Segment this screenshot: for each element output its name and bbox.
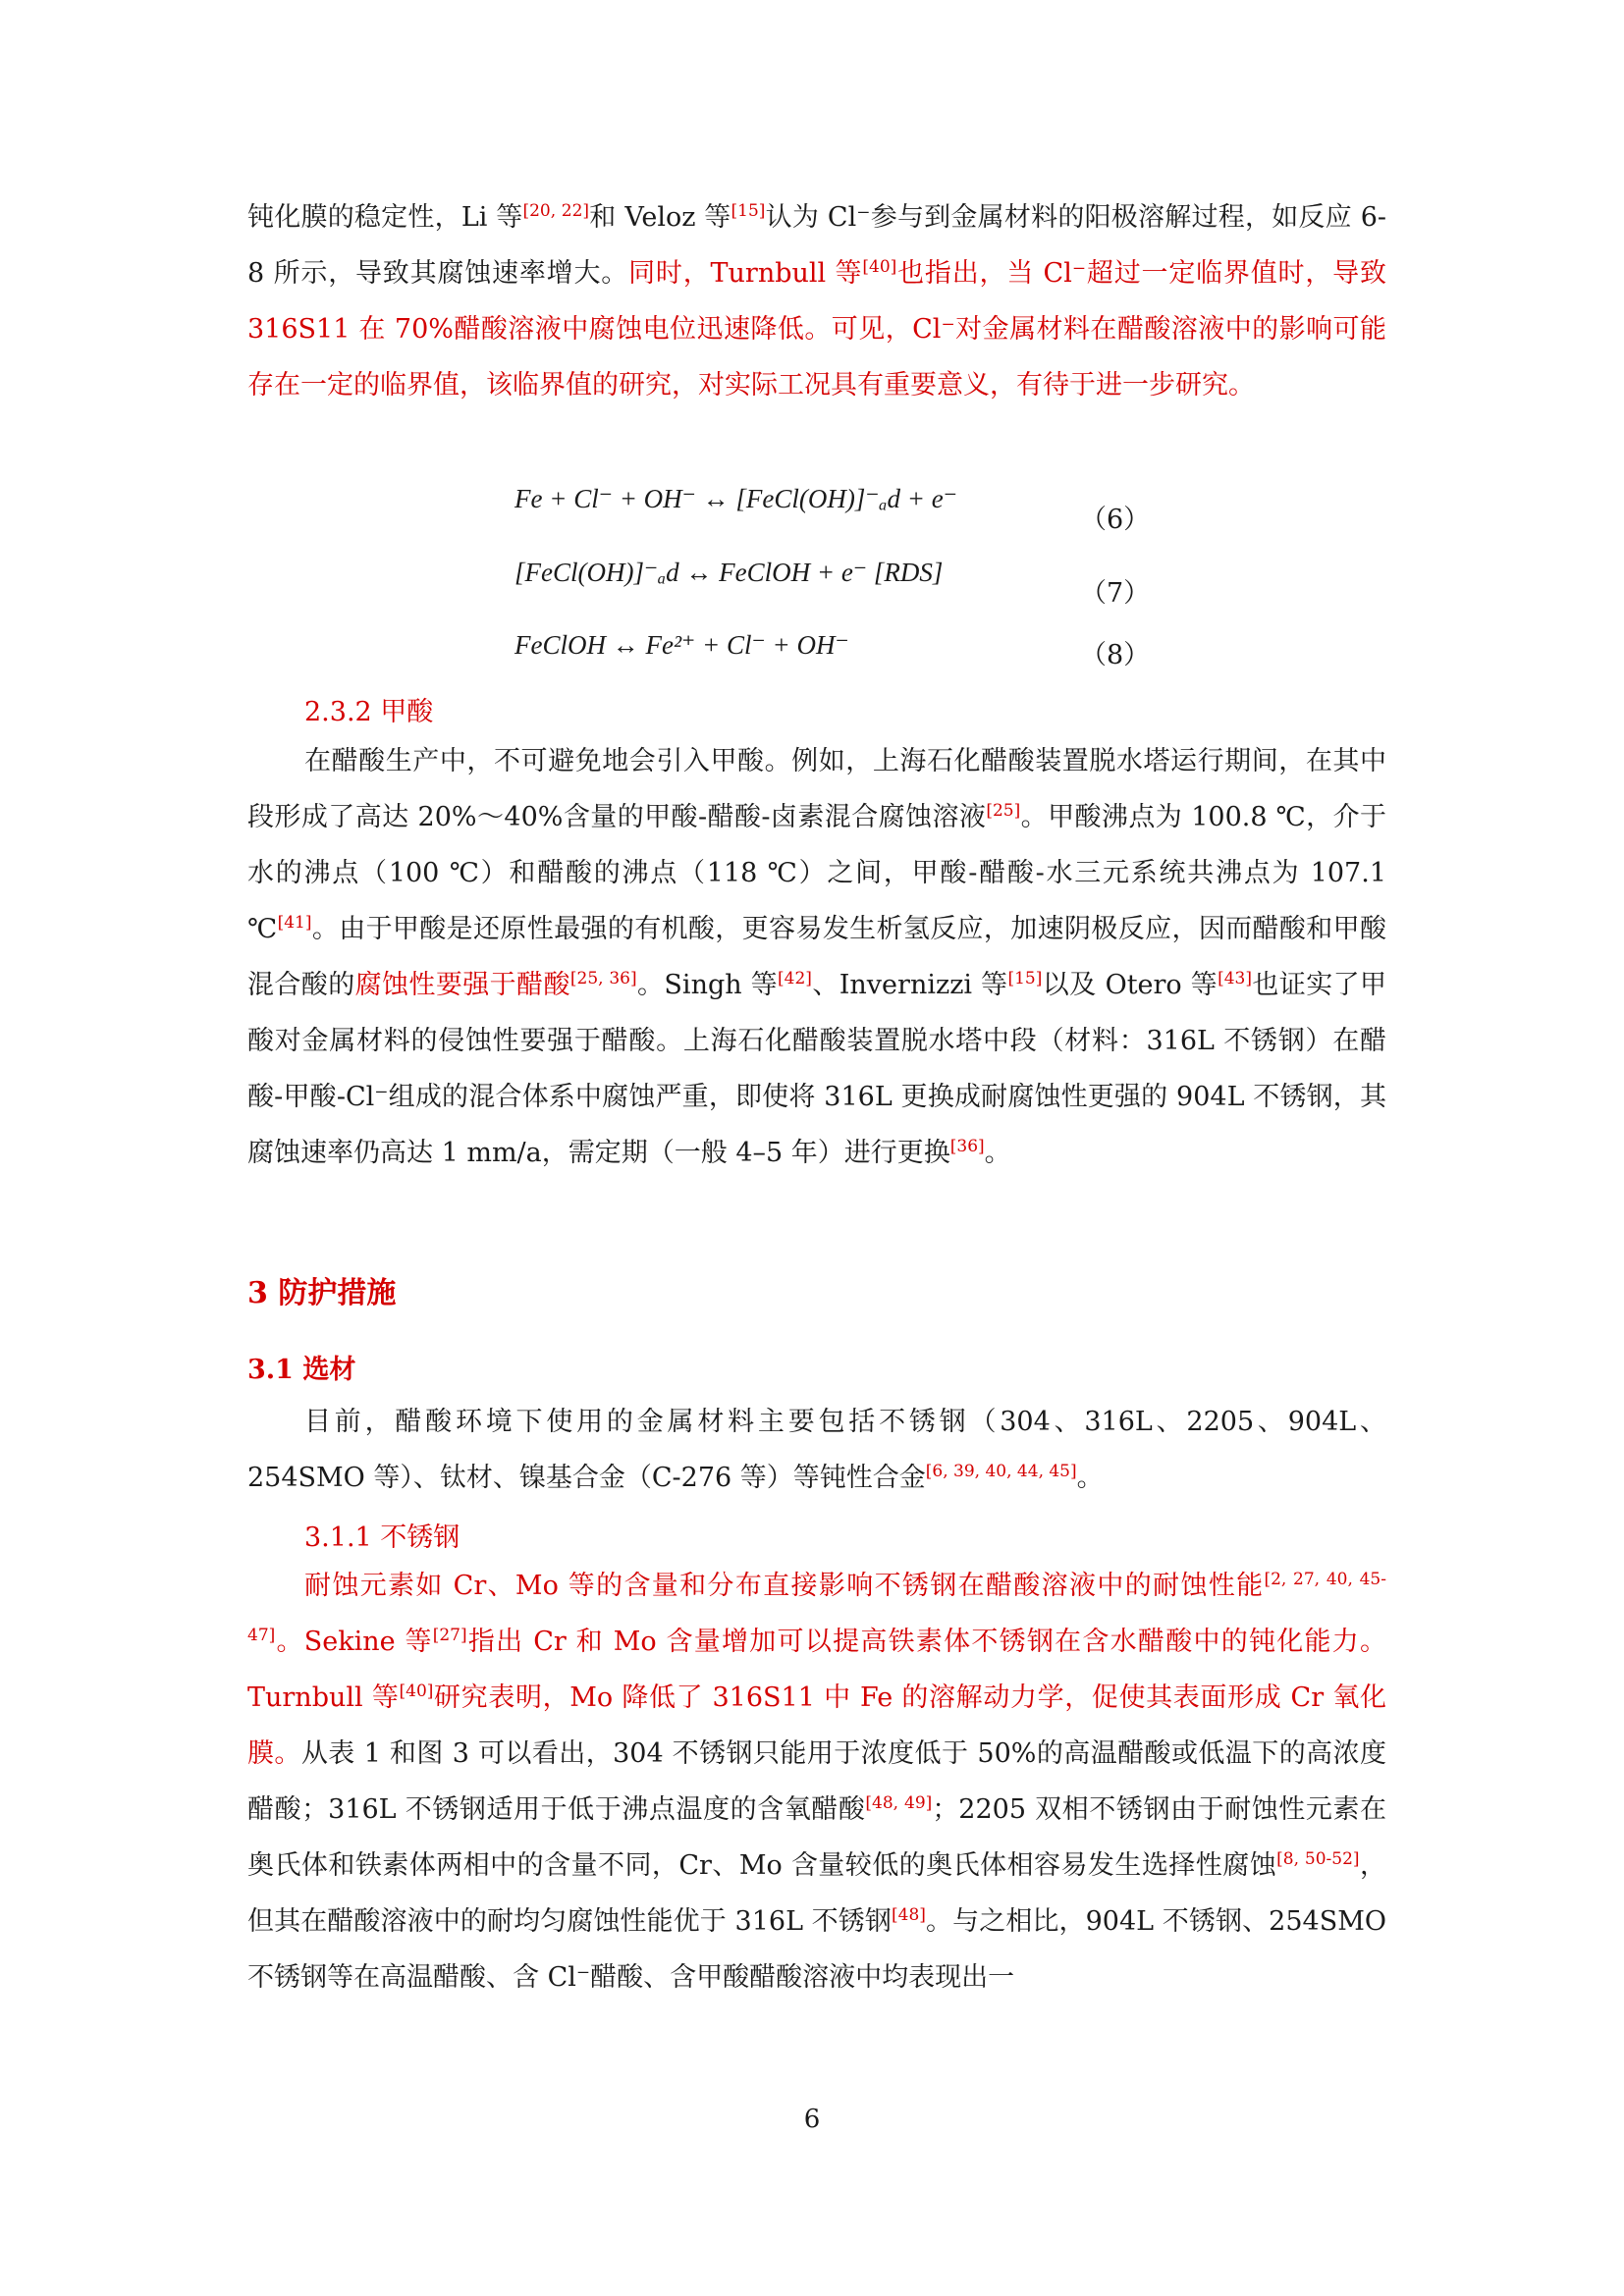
citation: [42]: [778, 969, 812, 988]
citation: [25]: [986, 801, 1021, 821]
citation: [48, 49]: [865, 1793, 933, 1813]
text-run: 、Invernizzi 等: [811, 970, 1008, 1000]
paragraph-chloride: [247, 189, 1386, 413]
citation: [48]: [892, 1905, 926, 1925]
text-run: 和 Veloz 等: [589, 202, 731, 233]
citation: [25, 36]: [569, 969, 637, 988]
highlighted-text: 。Sekine 等: [275, 1627, 433, 1657]
equation-6: Fe + Cl⁻ + OH⁻ ↔ [FeCl(OH)]⁻ₐd + e⁻: [514, 484, 958, 513]
text-run: 认为 Cl⁻参与到金属材料的阳极溶解过程，如反应 6-8 所示，导致其腐蚀速率增大。: [247, 202, 1387, 289]
citation: [6, 39, 40, 44, 45]: [925, 1462, 1077, 1481]
text-run: 。Singh 等: [636, 970, 779, 1000]
highlighted-text: 研究表明，Mo 降低了 316S11 中 Fe 的溶解动力学，促使其表面形成 Cr 氧化膜。: [247, 1682, 1386, 1769]
text-run: 。: [1076, 1463, 1104, 1493]
text-run: 。与之相比，904L 不锈钢、254SMO 不锈钢等在高温醋酸、含 Cl⁻醋酸、含甲酸醋酸溶液中均表现出一: [247, 1906, 1386, 1993]
text-run: ；2205 双相不锈钢由于耐蚀性元素在奥氏体和铁素体两相中的含量不同，Cr、Mo 含量较低的奥氏体相容易发生选择性腐蚀: [247, 1794, 1386, 1881]
section-heading-2-3-2: 2.3.2 甲酸: [304, 697, 434, 727]
citation: [20, 22]: [522, 201, 590, 221]
page-number: 6: [803, 2105, 821, 2134]
citation: [43]: [1218, 969, 1252, 988]
citation: [27]: [432, 1626, 467, 1645]
citation: [15]: [1007, 969, 1043, 988]
paragraph-stainless-steel: [247, 1558, 1386, 2005]
text-run: 钝化膜的稳定性，Li 等: [247, 202, 523, 233]
text-run: 目前，醋酸环境下使用的金属材料主要包括不锈钢（304、316L、2205、904L、254SMO 等）、钛材、镍基合金（C-276 等）等钝性合金: [247, 1407, 1386, 1493]
highlighted-text: 腐蚀性要强于醋酸: [354, 970, 570, 1000]
text-run: 。: [984, 1138, 1011, 1168]
highlighted-text: 也指出，当 Cl⁻超过一定临界值时，导致 316S11 在 70%醋酸溶液中腐蚀电位迅速降低。可见，Cl⁻对金属材料在醋酸溶液中的影响可能存在一定的临界值，该临界值的研究，对实际工况具有重要意义，有待于进一步研究。: [247, 258, 1386, 400]
text-run: 。由于甲酸是还原性最强的有机酸，更容易发生析氢反应，加速阴极反应，因而醋酸和甲酸混合酸的: [247, 914, 1386, 1000]
section-heading-3-1-1: 3.1.1 不锈钢: [304, 1522, 460, 1553]
section-heading-3: 3 防护措施: [247, 1276, 397, 1310]
equation-number: （6）: [1080, 505, 1151, 535]
text-run: 。甲酸沸点为 100.8 ℃，介于水的沸点（100 ℃）和醋酸的沸点（118 ℃）之间，甲酸-醋酸-水三元系统共沸点为 107.1 ℃: [247, 802, 1386, 944]
citation: [15]: [731, 201, 766, 221]
citation: [8, 50-52]: [1276, 1849, 1360, 1869]
citation: [2, 27, 40, 45-47]: [247, 1570, 1386, 1645]
text-run: 也证实了甲酸对金属材料的侵蚀性要强于醋酸。上海石化醋酸装置脱水塔中段（材料：316L 不锈钢）在醋酸-甲酸-Cl⁻组成的混合体系中腐蚀严重，即使将 316L 更换成耐腐蚀性更强的 904L 不锈钢，其腐蚀速率仍高达 1 mm/a，需定期（一般 4–5 年）进行更换: [247, 970, 1387, 1168]
highlighted-text: 耐蚀元素如 Cr、Mo 等的含量和分布直接影响不锈钢在醋酸溶液中的耐蚀性能: [304, 1571, 1265, 1601]
text-run: 从表 1 和图 3 可以看出，304 不锈钢只能用于浓度低于 50%的高温醋酸或低温下的高浓度醋酸；316L 不锈钢适用于低于沸点温度的含氧醋酸: [247, 1738, 1386, 1825]
text-run: ，但其在醋酸溶液中的耐均匀腐蚀性能优于 316L 不锈钢: [247, 1850, 1386, 1937]
highlighted-text: 同时，Turnbull 等: [628, 258, 863, 289]
equation-number: （8）: [1080, 640, 1151, 670]
equation-8: FeClOH ↔ Fe²⁺ + Cl⁻ + OH⁻: [514, 630, 849, 660]
citation: [36]: [949, 1137, 985, 1156]
citation: [41]: [277, 913, 312, 933]
section-heading-3-1: 3.1 选材: [247, 1355, 356, 1385]
paragraph-formic-acid: [247, 733, 1386, 1181]
text-run: 以及 Otero 等: [1042, 970, 1218, 1000]
text-run: 在醋酸生产中，不可避免地会引入甲酸。例如，上海石化醋酸装置脱水塔运行期间，在其中段形成了高达 20%～40%含量的甲酸-醋酸-卤素混合腐蚀溶液: [247, 746, 1386, 832]
equation-7: [FeCl(OH)]⁻ₐd ↔ FeClOH + e⁻ [RDS]: [514, 558, 944, 587]
equation-number: （7）: [1080, 578, 1151, 609]
citation: [40]: [399, 1682, 434, 1701]
paragraph-materials: [247, 1394, 1386, 1506]
citation: [40]: [862, 257, 897, 277]
highlighted-text: 指出 Cr 和 Mo 含量增加可以提高铁素体不锈钢在含水醋酸中的钝化能力。Turnbull 等: [247, 1627, 1387, 1713]
